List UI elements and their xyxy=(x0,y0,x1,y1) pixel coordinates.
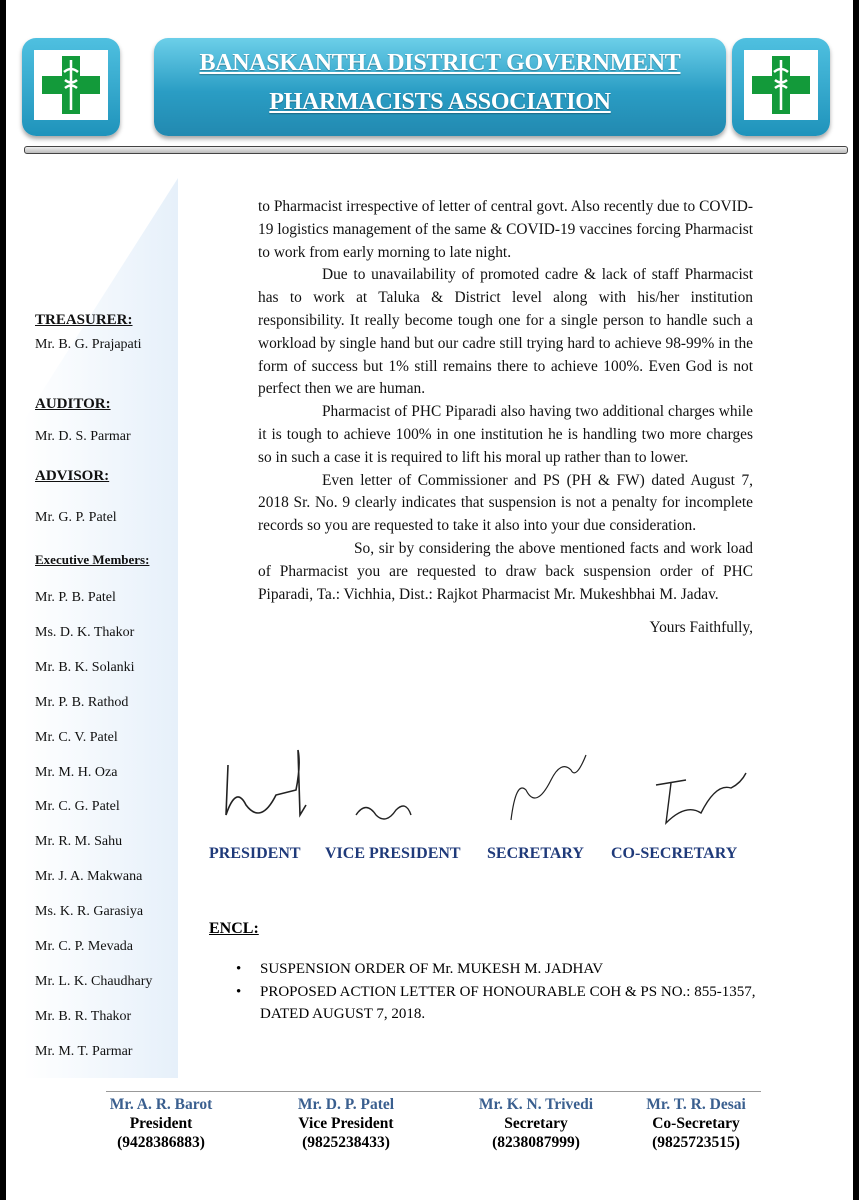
footer-co-secretary xyxy=(631,1095,761,1152)
footer-secretary xyxy=(466,1095,606,1152)
footer-role: President xyxy=(129,1115,193,1132)
executive-member: Ms. K. R. Garasiya xyxy=(35,904,144,920)
enclosures-list xyxy=(236,958,756,1026)
executive-member: Mr. P. B. Patel xyxy=(35,590,116,605)
executive-member: Mr. M. H. Oza xyxy=(35,764,118,780)
footer-phone: (8238087999) xyxy=(492,1134,580,1151)
signatures-image xyxy=(206,745,766,840)
executive-member: Ms. D. K. Thakor xyxy=(35,624,135,640)
executive-member: Mr. B. R. Thakor xyxy=(35,1008,132,1024)
executive-members-label: Executive Members: xyxy=(35,552,150,567)
paragraph: Even letter of Commissioner and PS (PH & FW) dated August 7, 2018 Sr. No. 9 clearly indicates that suspension is not a penalty for incomplete records so you are requested to take it also into your due consideration. xyxy=(258,471,753,535)
pharmacy-cross-icon xyxy=(34,50,108,120)
footer-vice-president xyxy=(276,1095,416,1152)
letter-body xyxy=(258,196,753,640)
executive-member: Mr. J. A. Makwana xyxy=(35,869,143,885)
logo-right xyxy=(732,38,830,136)
auditor-name: Mr. D. S. Parmar xyxy=(35,429,131,444)
executive-member: Mr. C. P. Mevada xyxy=(35,939,133,954)
paragraph: Pharmacist of PHC Piparadi also having two additional charges while it is tough to achieve 100% in one institution he is handling two more charges so in such a case it is required to lift his moral up rather than to lower. xyxy=(258,403,753,466)
enclosure-item: • PROPOSED ACTION LETTER OF HONOURABLE COH & PS NO.: 855-1357, DATED AUGUST 7, 2018. xyxy=(236,981,756,1026)
footer-phone: (9825723515) xyxy=(652,1134,740,1151)
executive-member: Mr. C. V. Patel xyxy=(35,729,118,745)
auditor-label: AUDITOR: xyxy=(35,396,111,412)
closing: Yours Faithfully, xyxy=(649,619,753,637)
footer-divider xyxy=(106,1091,761,1092)
enclosure-item: • SUSPENSION ORDER OF Mr. MUKESH M. JADHAV xyxy=(236,958,756,981)
header-banner xyxy=(154,38,726,136)
logo-left xyxy=(22,38,120,136)
paragraph: to Pharmacist irrespective of letter of central govt. Also recently due to COVID-19 logistics management of the same & COVID-19 vaccines forcing Pharmacist to work from early morning to late night. xyxy=(258,198,753,261)
treasurer-label: TREASURER: xyxy=(35,312,133,328)
footer-phone: (9825238433) xyxy=(302,1134,390,1151)
org-name-line1: BANASKANTHA DISTRICT GOVERNMENT xyxy=(199,50,681,76)
footer-phone: (9428386883) xyxy=(117,1134,205,1151)
treasurer-name: Mr. B. G. Prajapati xyxy=(35,337,142,352)
executive-member: Mr. M. T. Parmar xyxy=(35,1043,133,1059)
executive-member: Mr. R. M. Sahu xyxy=(35,834,123,850)
footer-name: Mr. D. P. Patel xyxy=(297,1096,395,1113)
executive-member: Mr. B. K. Solanki xyxy=(35,659,135,675)
footer-role: Vice President xyxy=(298,1115,394,1132)
paragraph: So, sir by considering the above mentioned facts and work load of Pharmacist you are requested to draw back suspension order of PHC Piparadi, Ta.: Vichhia, Dist.: Rajkot Pharmacist Mr. Mukeshbhai M. Jadav. xyxy=(258,539,753,603)
signatory-co-secretary: CO-SECRETARY xyxy=(611,845,738,862)
signatory-president: PRESIDENT xyxy=(209,845,301,862)
footer-role: Co-Secretary xyxy=(652,1115,740,1132)
letter-page xyxy=(6,0,853,1200)
pharmacy-cross-icon xyxy=(744,50,818,120)
signatory-secretary: SECRETARY xyxy=(487,845,584,862)
advisor-label: ADVISOR: xyxy=(35,468,110,484)
enclosures-label: ENCL: xyxy=(209,920,259,937)
paragraph: Due to unavailability of promoted cadre & lack of staff Pharmacist has to work at Taluka & District level along with his/her institution responsibility. It really become tough one for a single person to handle such a workload by single hand but our cadre still trying hard to achieve 98-99% in the form of success but 1% still remains there to achieve 100%. Even God is not perfect then we are human. xyxy=(258,266,753,398)
footer-role: Secretary xyxy=(504,1115,568,1132)
footer-president xyxy=(96,1095,226,1152)
executive-member: Mr. L. K. Chaudhary xyxy=(35,973,153,989)
executive-member: Mr. P. B. Rathod xyxy=(35,694,129,710)
header-divider xyxy=(24,146,848,154)
executive-member: Mr. C. G. Patel xyxy=(35,799,120,815)
footer-name: Mr. T. R. Desai xyxy=(646,1096,746,1113)
org-name-line2: PHARMACISTS ASSOCIATION xyxy=(269,89,611,115)
signatory-vice-president: VICE PRESIDENT xyxy=(325,845,461,862)
footer-name: Mr. K. N. Trivedi xyxy=(478,1096,594,1113)
footer-name: Mr. A. R. Barot xyxy=(109,1096,213,1113)
advisor-name: Mr. G. P. Patel xyxy=(35,510,117,525)
